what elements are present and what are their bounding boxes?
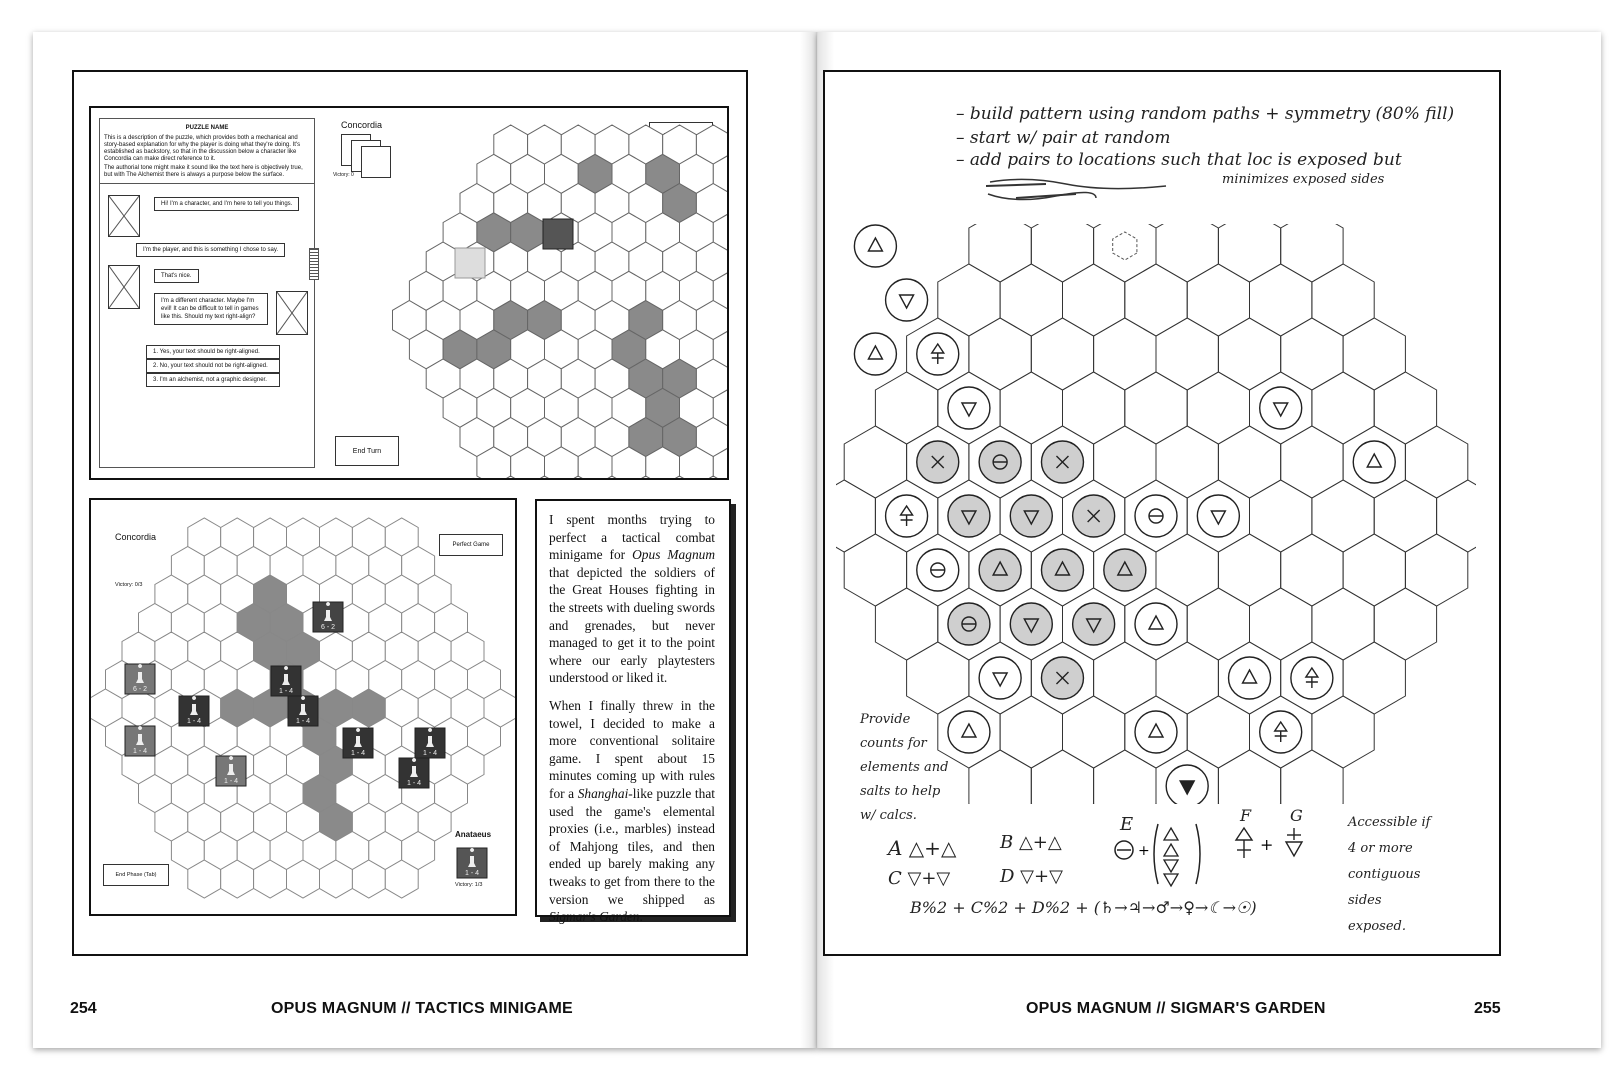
marble-circle xyxy=(1010,603,1052,645)
dialogue-choice[interactable]: 1. Yes, your text should be right-aligned. xyxy=(146,345,280,359)
hex-cell xyxy=(1374,588,1436,660)
hex-cell xyxy=(1187,264,1249,336)
body-paragraph-2 xyxy=(549,697,715,926)
player-one-name: Concordia xyxy=(115,532,157,542)
hex-cell xyxy=(1218,642,1280,714)
hex-cell xyxy=(907,642,969,714)
marble xyxy=(1073,603,1115,645)
hex-cell xyxy=(1343,642,1405,714)
hex-cell xyxy=(1125,588,1187,660)
unit-stat-label: 1 - 4 xyxy=(223,778,239,785)
unit-stat-label: 1 - 4 xyxy=(464,870,480,877)
marble xyxy=(1135,711,1177,753)
highlighted-tile xyxy=(455,248,485,278)
marble xyxy=(886,279,928,321)
player-two-name: Anataeus xyxy=(455,830,492,839)
page-number-left: 254 xyxy=(70,1000,97,1017)
fg-symbols xyxy=(1232,826,1312,860)
hex-cell xyxy=(875,372,937,444)
hex-cell xyxy=(1031,224,1093,282)
hex-cell xyxy=(1405,534,1467,606)
marble-circle xyxy=(948,711,990,753)
hex-cell xyxy=(1063,696,1125,768)
hex-cell xyxy=(1312,372,1374,444)
formula-f: F xyxy=(1240,806,1252,825)
unit-token[interactable] xyxy=(457,848,487,878)
unit-stat-label: 1 - 4 xyxy=(186,718,202,725)
hex-cell xyxy=(1156,224,1218,282)
hex-cell xyxy=(1094,642,1156,714)
dialogue-line-character: Hi! I'm a character, and I'm here to tell you things. xyxy=(154,197,299,211)
marble-circle xyxy=(1260,387,1302,429)
marble-circle xyxy=(1041,549,1083,591)
player-one-victory: Victory: 0 xyxy=(333,172,354,178)
marble-circle xyxy=(1135,711,1177,753)
hex-cell xyxy=(1281,224,1343,282)
hex-cell xyxy=(1437,480,1476,552)
hex-cell xyxy=(1250,372,1312,444)
unit-stat-label: 1 - 4 xyxy=(406,780,422,787)
marble xyxy=(917,549,959,591)
unit-token[interactable] xyxy=(399,758,429,788)
hex-cell xyxy=(1125,696,1187,768)
hex-cell xyxy=(1312,264,1374,336)
hex-cell xyxy=(1187,480,1249,552)
element-symbol xyxy=(1274,403,1288,416)
hex-cell xyxy=(1156,642,1218,714)
selected-tile xyxy=(543,219,573,249)
marble-circle xyxy=(1229,657,1271,699)
unit-token[interactable] xyxy=(313,602,343,632)
marble xyxy=(917,441,959,483)
marble xyxy=(1041,657,1083,699)
marble-circle xyxy=(886,279,928,321)
marble xyxy=(1197,495,1239,537)
marble-circle xyxy=(948,387,990,429)
marble xyxy=(979,657,1021,699)
hex-cell xyxy=(1281,426,1343,498)
unit-stat-label: 6 - 2 xyxy=(320,624,336,631)
note-line-2: – start w/ pair at random xyxy=(956,128,1171,148)
element-symbol xyxy=(1211,511,1225,524)
unit-stat-label: 1 - 4 xyxy=(278,688,294,695)
running-head-right: OPUS MAGNUM // SIGMAR'S GARDEN xyxy=(1026,1000,1326,1017)
marble-circle xyxy=(1104,549,1146,591)
unit-token[interactable] xyxy=(125,664,155,694)
puzzle-title: PUZZLE NAME xyxy=(185,125,229,131)
hex-cell xyxy=(1125,264,1187,336)
element-symbol xyxy=(962,403,976,416)
element-symbol xyxy=(1243,670,1257,683)
tactics-mockup-screenshot xyxy=(89,498,517,916)
hex-cell xyxy=(1187,588,1249,660)
hex-cell xyxy=(1094,318,1156,390)
formula-g: G xyxy=(1290,806,1303,825)
marble-circle xyxy=(948,495,990,537)
marble-circle xyxy=(1135,603,1177,645)
dialogue-choice[interactable]: 3. I'm an alchemist, not a graphic designer. xyxy=(146,373,280,387)
hex-cell xyxy=(1094,426,1156,498)
running-head-left: OPUS MAGNUM // TACTICS MINIGAME xyxy=(271,1000,573,1017)
marble xyxy=(1104,549,1146,591)
small-hex-sketch xyxy=(1113,232,1137,260)
left-margin-note: Provide counts for elements and salts to help w/ calcs. xyxy=(860,712,949,823)
hex-cell xyxy=(969,318,1031,390)
unit-token[interactable] xyxy=(288,696,318,726)
element-symbol xyxy=(868,346,882,359)
marble-circle xyxy=(1073,603,1115,645)
unit-stat-label: 6 - 2 xyxy=(132,686,148,693)
formula-e: E xyxy=(1120,814,1134,835)
marble xyxy=(948,603,990,645)
unit-stat-label: 1 - 4 xyxy=(295,718,311,725)
hex-cell xyxy=(1405,426,1467,498)
marble-circle xyxy=(1197,495,1239,537)
hex-cell xyxy=(938,264,1000,336)
marble xyxy=(1041,549,1083,591)
element-symbol xyxy=(931,563,945,577)
game-title: Opus Magnum xyxy=(632,547,716,563)
puzzle-description-2: The authorial tone might make it sound like the text here is objectively true, but with The Alchemist there is always a purpose below the surface. xyxy=(104,165,303,178)
element-symbol xyxy=(901,506,913,526)
marble xyxy=(854,225,896,267)
player-two-victory: Victory: 1/3 xyxy=(455,882,483,888)
tactics-hex-board xyxy=(91,500,515,914)
hex-cell xyxy=(1281,318,1343,390)
marble xyxy=(948,711,990,753)
hex-cell xyxy=(1250,264,1312,336)
marble xyxy=(886,495,928,537)
body-text: that depicted the soldiers of the Great Houses fighting in the streets with dueling swords and grenades, but never managed to get it to the point where our early playtesters understood or liked it. xyxy=(549,564,715,686)
note-line-1: – build pattern using random paths + symmetry (80% fill) xyxy=(956,104,1455,124)
hex-cell xyxy=(1094,224,1156,282)
player-one-name: Concordia xyxy=(341,120,383,130)
dialogue-line-reply: That's nice. xyxy=(154,269,199,283)
marble xyxy=(854,333,896,375)
formula-c: C ▽+▽ xyxy=(888,868,951,889)
marble xyxy=(1291,657,1333,699)
hex-cell xyxy=(1312,480,1374,552)
unit-stat-label: 1 - 4 xyxy=(422,750,438,757)
bottom-formula: B%2 + C%2 + D%2 + (♄→♃→♂→♀→☾→☉) xyxy=(910,898,1257,917)
marble xyxy=(1260,387,1302,429)
hex-cell xyxy=(1218,318,1280,390)
marble xyxy=(1229,657,1271,699)
dialogue-line-other-character: I'm a different character. Maybe I'm evil! It can be difficult to tell in games like this. Should my text right-align? xyxy=(154,293,268,325)
hex-cell xyxy=(844,426,906,498)
hex-cell xyxy=(1343,534,1405,606)
hex-cell xyxy=(1094,750,1156,804)
hex-cell xyxy=(1374,480,1436,552)
hex-cell xyxy=(969,642,1031,714)
sketched-hex-board xyxy=(836,224,1476,804)
unit-token[interactable] xyxy=(125,726,155,756)
unit-token[interactable] xyxy=(216,756,246,786)
body-text: -like puzzle that used the game's elemental proxies (i.e., marbles) instead of Mahjong tiles, and then ended up barely making any tweaks to get from there to the version we shipped as xyxy=(549,785,715,907)
hex-cell xyxy=(938,372,1000,444)
element-symbol xyxy=(1149,509,1163,523)
unit-stat-label: 1 - 4 xyxy=(350,750,366,757)
marble xyxy=(948,387,990,429)
marble-circle xyxy=(979,549,1021,591)
marble xyxy=(1041,441,1083,483)
element-symbol xyxy=(1367,454,1381,467)
marble-circle xyxy=(1010,495,1052,537)
formula-e-symbols xyxy=(1110,820,1206,890)
element-symbol xyxy=(1149,724,1163,737)
player-one-victory: Victory: 0/3 xyxy=(115,582,143,588)
hex-cell xyxy=(969,750,1031,804)
page-number-right: 255 xyxy=(1474,1000,1501,1017)
marble xyxy=(1135,495,1177,537)
unit-token[interactable] xyxy=(179,696,209,726)
puzzle-description-1: This is a description of the puzzle, which provides both a mechanical and story-based explanation for why the player is doing what they're doing. It's established as backstory, so that in the discussion below a character like Concordia can make direct reference to it. xyxy=(104,135,301,162)
hex-cell xyxy=(1281,750,1343,804)
hex-cell xyxy=(1187,696,1249,768)
hex-cell xyxy=(1031,318,1093,390)
game-title: Shanghai xyxy=(577,785,629,801)
formula-b: B △+△ xyxy=(1000,832,1062,853)
hex-cell xyxy=(969,224,1031,282)
dialogue-choice[interactable]: 2. No, your text should not be right-aligned. xyxy=(146,359,280,373)
end-turn-button[interactable]: End Turn xyxy=(335,436,399,466)
element-symbol xyxy=(1275,722,1287,742)
marble xyxy=(1010,603,1052,645)
hex-cell xyxy=(1374,372,1436,444)
hex-cell xyxy=(1281,534,1343,606)
perfect-game-button[interactable]: Perfect Game xyxy=(439,534,503,556)
marble-circle xyxy=(854,225,896,267)
hex-cell xyxy=(1156,318,1218,390)
marble xyxy=(979,549,1021,591)
marble xyxy=(1135,603,1177,645)
game-title: Sigmar's Garden xyxy=(549,909,640,925)
body-text: When I finally threw in the towel, I decided to make a more conventional solitaire game. I spent about 15 minutes coming up with rules for a xyxy=(549,698,715,801)
hex-cell xyxy=(1000,264,1062,336)
element-symbol xyxy=(962,724,976,737)
body-text: . xyxy=(639,909,643,925)
note-line-3: – add pairs to locations such that loc is exposed but xyxy=(956,150,1402,170)
hex-cell xyxy=(1125,372,1187,444)
element-symbol xyxy=(993,673,1007,686)
hex-cell xyxy=(1187,372,1249,444)
hex-cell xyxy=(1250,480,1312,552)
hex-cell xyxy=(1250,588,1312,660)
hex-cell xyxy=(1312,588,1374,660)
element-symbol xyxy=(932,344,944,364)
hex-cell xyxy=(1000,696,1062,768)
body-paragraph-1 xyxy=(549,511,715,687)
marble xyxy=(917,333,959,375)
hex-cell xyxy=(844,534,906,606)
element-symbol xyxy=(1180,781,1194,794)
scribbled-out-note xyxy=(986,174,1172,204)
formula-d: D ▽+▽ xyxy=(1000,866,1063,887)
svg-text:+: + xyxy=(1260,835,1274,854)
element-symbol xyxy=(900,295,914,308)
hex-cell xyxy=(1063,264,1125,336)
dialogue-line-player: I'm the player, and this is something I chose to say. xyxy=(136,243,285,257)
element-symbol xyxy=(1149,616,1163,629)
puzzle-mockup-screenshot xyxy=(89,106,729,480)
element-symbol xyxy=(868,238,882,251)
marble xyxy=(1166,765,1208,804)
hex-cell xyxy=(1343,426,1405,498)
hex-cell xyxy=(1156,426,1218,498)
marble xyxy=(1260,711,1302,753)
hex-cell xyxy=(1031,750,1093,804)
hex-cell xyxy=(1218,426,1280,498)
right-margin-note: Accessible if 4 or more contiguous sides exposed. xyxy=(1348,815,1431,934)
hex-cell xyxy=(1218,224,1280,282)
hex-cell xyxy=(1156,534,1218,606)
marble xyxy=(979,441,1021,483)
element-symbol xyxy=(1306,668,1318,688)
hex-cell xyxy=(1000,372,1062,444)
hex-board xyxy=(91,108,727,478)
unit-token[interactable] xyxy=(271,666,301,696)
hex-cell xyxy=(875,588,937,660)
marble-circle xyxy=(979,657,1021,699)
hex-cell xyxy=(836,480,875,552)
unit-stat-label: 1 - 4 xyxy=(132,748,148,755)
hex-cell xyxy=(1312,696,1374,768)
formula-a: A △+△ xyxy=(888,836,957,860)
marble-circle xyxy=(1353,441,1395,483)
sidebar-text-box xyxy=(535,499,731,925)
marble xyxy=(1353,441,1395,483)
end-phase-button[interactable]: End Phase (Tab) xyxy=(103,864,169,886)
svg-text:+: + xyxy=(1138,843,1150,859)
body-text: I spent months trying to perfect a tactical combat minigame for xyxy=(549,512,715,563)
marble xyxy=(948,495,990,537)
marble xyxy=(1010,495,1052,537)
hex-cell xyxy=(1218,534,1280,606)
unit-token[interactable] xyxy=(343,728,373,758)
hex-cell xyxy=(1218,750,1280,804)
note-line-4: minimizes exposed sides xyxy=(1222,172,1385,187)
marble xyxy=(1073,495,1115,537)
marble-circle xyxy=(854,333,896,375)
hex-cell xyxy=(1156,750,1218,804)
hex-cell xyxy=(1063,372,1125,444)
hex-cell xyxy=(1343,318,1405,390)
unit-token[interactable] xyxy=(415,728,445,758)
hex-cell xyxy=(938,696,1000,768)
